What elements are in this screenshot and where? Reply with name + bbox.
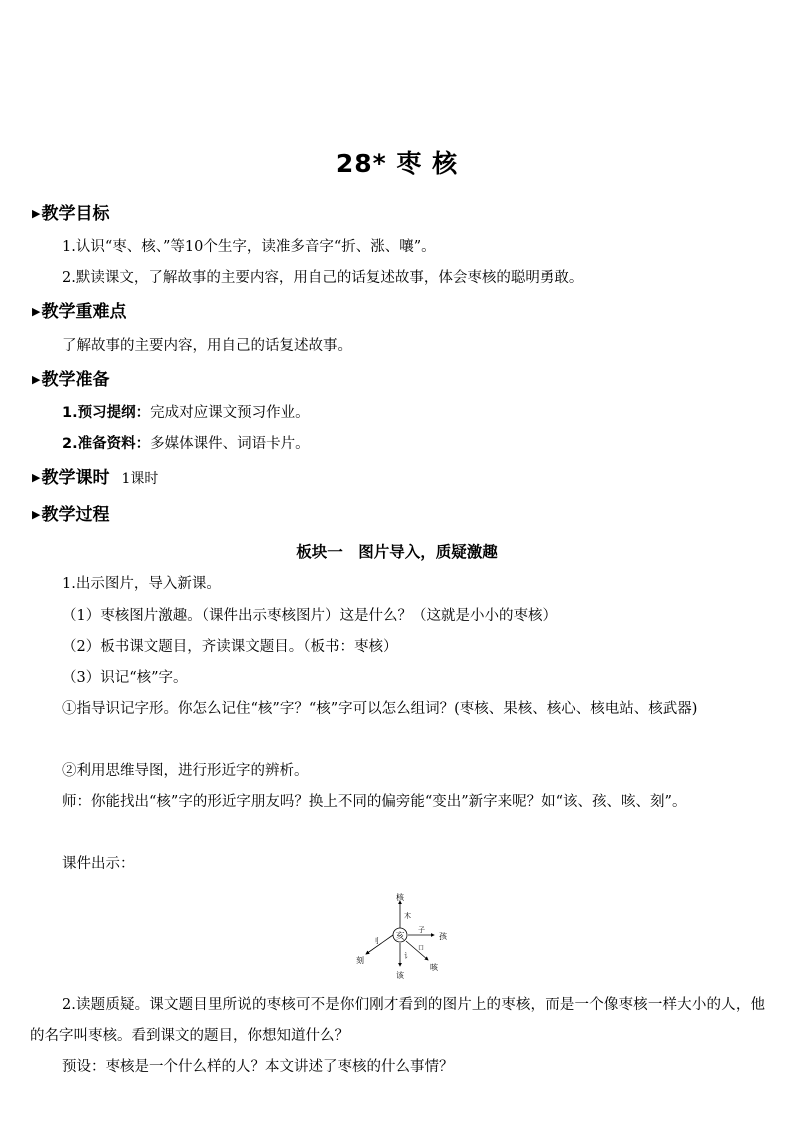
right-char: 孩 — [439, 932, 447, 941]
bottom-radical: 讠 — [404, 952, 411, 960]
mind-map-diagram — [352, 888, 452, 980]
block-title: 板块一 图片导入，质疑激趣 — [296, 543, 498, 561]
arrow-left — [366, 935, 393, 954]
triangle-icon: ▶ — [32, 373, 41, 386]
paragraph-read-title: 2.读题质疑。课文题目里所说的枣核可不是你们刚才看到的图片上的枣核，而是一个像枣核一样大小的人，他的名字叫枣核。看到课文的题目，你想知道什么？ — [30, 997, 765, 1044]
process-line-2: （1）枣核图片激趣。（课件出示枣核图片）这是什么？（这就是小小的枣核） — [62, 608, 557, 624]
preparation-item-2-text: 多媒体课件、词语卡片。 — [150, 436, 310, 452]
heading-key-points-label: 教学重难点 — [41, 302, 127, 322]
heading-process-label: 教学过程 — [41, 505, 110, 525]
heading-preparation-label: 教学准备 — [41, 370, 110, 390]
preparation-item-1-label: 1.预习提纲： — [62, 405, 151, 421]
hours-value: 1课时 — [121, 471, 159, 487]
top-char: 核 — [396, 893, 404, 902]
mind-map-svg — [352, 888, 452, 980]
preparation-item-2-label: 2.准备资料： — [62, 436, 151, 452]
paragraph-courseware: 课件出示： — [62, 856, 135, 872]
bottom-char: 该 — [396, 971, 404, 980]
heading-goals — [32, 203, 109, 225]
triangle-icon: ▶ — [32, 207, 41, 220]
process-line-4: （3）识记“核”字。 — [62, 670, 188, 686]
diagonal-radical: 口 — [418, 945, 425, 952]
left-char: 刻 — [356, 956, 364, 965]
process-line-1: 1.出示图片，导入新课。 — [62, 576, 221, 592]
heading-hours — [32, 467, 158, 490]
preparation-item-1 — [62, 403, 310, 423]
paragraph-glyph-memory: ①指导识记字形。你怎么记住“核”字？“核”字可以怎么组词？(枣核、果核、核心、核电站、核武器) — [62, 701, 698, 717]
top-radical: 木 — [404, 912, 411, 920]
diagonal-char: 咳 — [430, 963, 438, 972]
heading-key-points — [32, 301, 126, 323]
triangle-icon: ▶ — [32, 305, 41, 318]
paragraph-mind-map: ②利用思维导图，进行形近字的辨析。 — [62, 763, 309, 779]
paragraph-teacher-question: 师：你能找出“核”字的形近字朋友吗？换上不同的偏旁能“变出”新字来呢？如“该、孩、咳、刻”。 — [62, 794, 687, 810]
heading-process — [32, 504, 109, 526]
key-points-text: 了解故事的主要内容，用自己的话复述故事。 — [62, 338, 352, 354]
process-line-3: （2）板书课文题目，齐读课文题目。（板书：枣核） — [62, 639, 398, 655]
heading-goals-label: 教学目标 — [41, 204, 110, 224]
paragraph-preset: 预设：枣核是一个什么样的人？本文讲述了枣核的什么事情？ — [62, 1059, 454, 1075]
triangle-icon: ▶ — [32, 471, 41, 484]
preparation-item-2 — [62, 434, 310, 454]
center-char: 亥 — [395, 932, 405, 942]
triangle-icon: ▶ — [32, 508, 41, 521]
goal-item-1: 1.认识“枣、核、”等10个生字，读准多音字“折、涨、嚷”。 — [62, 239, 436, 255]
goal-item-2: 2.默读课文，了解故事的主要内容，用自己的话复述故事，体会枣核的聪明勇敢。 — [62, 270, 584, 286]
page-title: 28* 枣 核 — [335, 149, 459, 178]
heading-preparation — [32, 369, 109, 391]
right-radical: 子 — [418, 926, 425, 934]
preparation-item-1-text: 完成对应课文预习作业。 — [150, 405, 310, 421]
heading-hours-label: 教学课时 — [41, 468, 110, 488]
left-radical: 刂 — [372, 937, 379, 945]
